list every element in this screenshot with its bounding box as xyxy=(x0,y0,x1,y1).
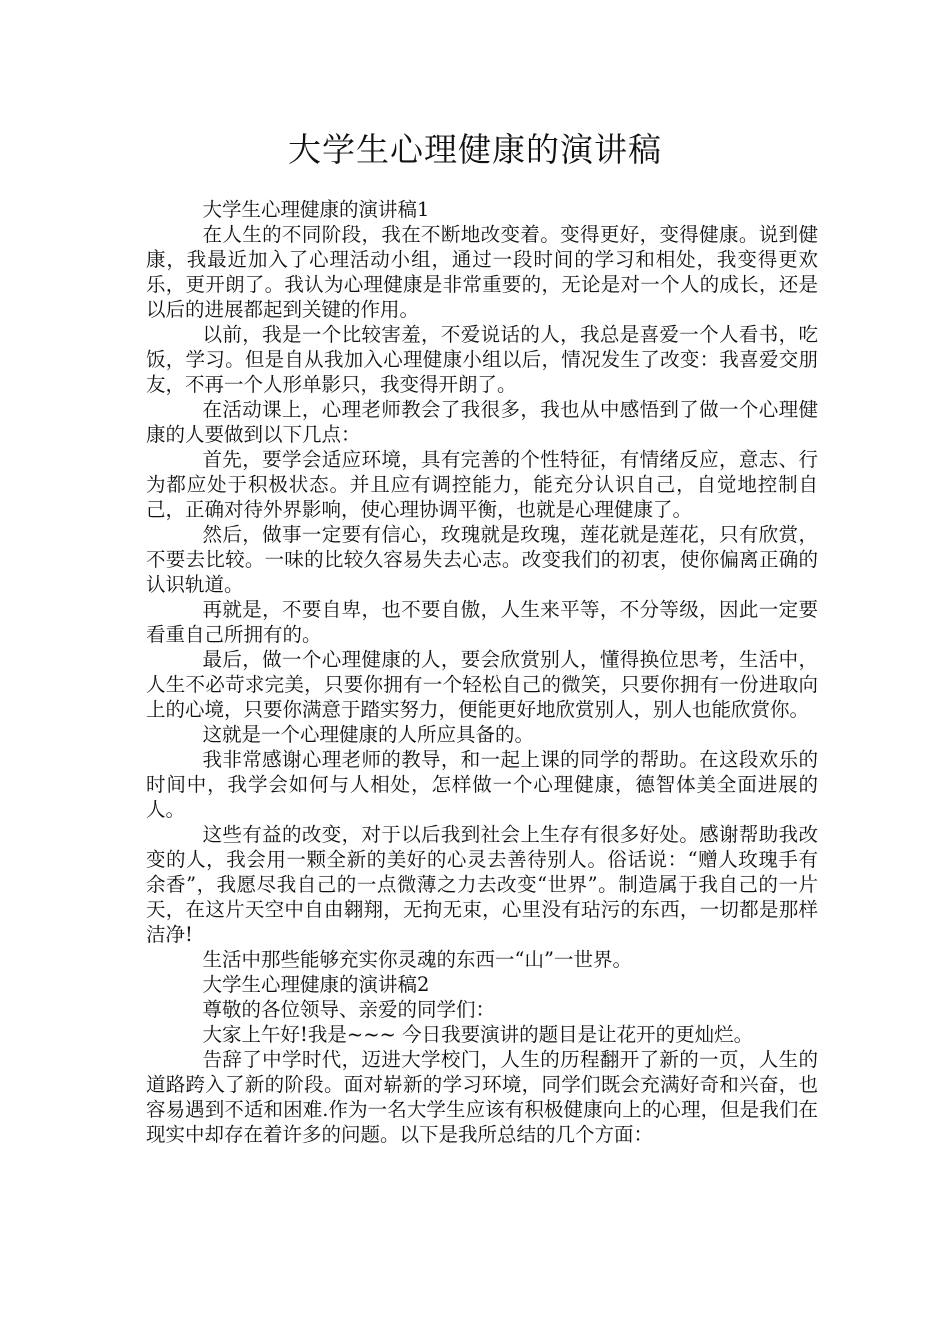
paragraph: 我非常感谢心理老师的教导，和一起上课的同学的帮助。在这段欢乐的时间中，我学会如何与人相处，怎样做一个心理健康，德智体美全面进展的人。 xyxy=(146,748,818,821)
paragraph: 首先，要学会适应环境，具有完善的个性特征，有情绪反应，意志、行为都应处于积极状态。并且应有调控能力，能充分认识自己，自觉地控制自己，正确对待外界影响，使心理协调平衡，也就是心理健康了。 xyxy=(146,448,818,521)
paragraph: 最后，做一个心理健康的人，要会欣赏别人，懂得换位思考，生活中，人生不必苛求完美，只要你拥有一个轻松自己的微笑，只要你拥有一份进取向上的心境，只要你满意于踏实努力，便能更好地欣赏别人，别人也能欣赏你。 xyxy=(146,648,818,721)
paragraph: 生活中那些能够充实你灵魂的东西一“山”一世界。 xyxy=(202,948,632,971)
document-title: 大学生心理健康的演讲稿 xyxy=(288,130,662,169)
paragraph: 在活动课上，心理老师教会了我很多，我也从中感悟到了做一个心理健康的人要做到以下几点： xyxy=(146,398,818,446)
document-body xyxy=(146,197,818,1147)
paragraph: 大家上午好!我是~~~ 今日我要演讲的题目是让花开的更灿烂。 xyxy=(202,1023,754,1046)
paragraph: 告辞了中学时代，迈进大学校门，人生的历程翻开了新的一页，人生的道路跨入了新的阶段。面对崭新的学习环境，同学们既会充满好奇和兴奋，也容易遇到不适和困难.作为一名大学生应该有积极健康向上的心理，但是我们在现实中却存在着许多的问题。以下是我所总结的几个方面： xyxy=(146,1048,818,1146)
salutation: 尊敬的各位领导、亲爱的同学们： xyxy=(202,998,496,1021)
paragraph: 在人生的不同阶段，我在不断地改变着。变得更好，变得健康。说到健康，我最近加入了心理活动小组，通过一段时间的学习和相处，我变得更欢乐，更开朗了。我认为心理健康是非常重要的，无论是对一个人的成长，还是以后的进展都起到关键的作用。 xyxy=(146,223,818,321)
paragraph: 这些有益的改变，对于以后我到社会上生存有很多好处。感谢帮助我改变的人，我会用一颗全新的美好的心灵去善待别人。俗话说：“赠人玫瑰手有余香”，我愿尽我自己的一点微薄之力去改变“世界”。制造属于我自己的一片天，在这片天空中自由翱翔，无拘无束，心里没有玷污的东西，一切都是那样洁净! xyxy=(146,823,818,946)
paragraph: 以前，我是一个比较害羞，不爱说话的人，我总是喜爱一个人看书，吃饭，学习。但是自从我加入心理健康小组以后，情况发生了改变：我喜爱交朋友，不再一个人形单影只，我变得开朗了。 xyxy=(146,323,818,396)
paragraph: 然后，做事一定要有信心，玫瑰就是玫瑰，莲花就是莲花，只有欣赏，不要去比较。一味的比较久容易失去心志。改变我们的初衷，使你偏离正确的认识轨道。 xyxy=(146,523,818,596)
paragraph: 再就是，不要自卑，也不要自傲，人生来平等，不分等级，因此一定要看重自己所拥有的。 xyxy=(146,598,818,646)
section-heading-2: 大学生心理健康的演讲稿2 xyxy=(202,973,430,996)
section-heading-1: 大学生心理健康的演讲稿1 xyxy=(202,198,430,221)
paragraph: 这就是一个心理健康的人所应具备的。 xyxy=(202,723,535,746)
